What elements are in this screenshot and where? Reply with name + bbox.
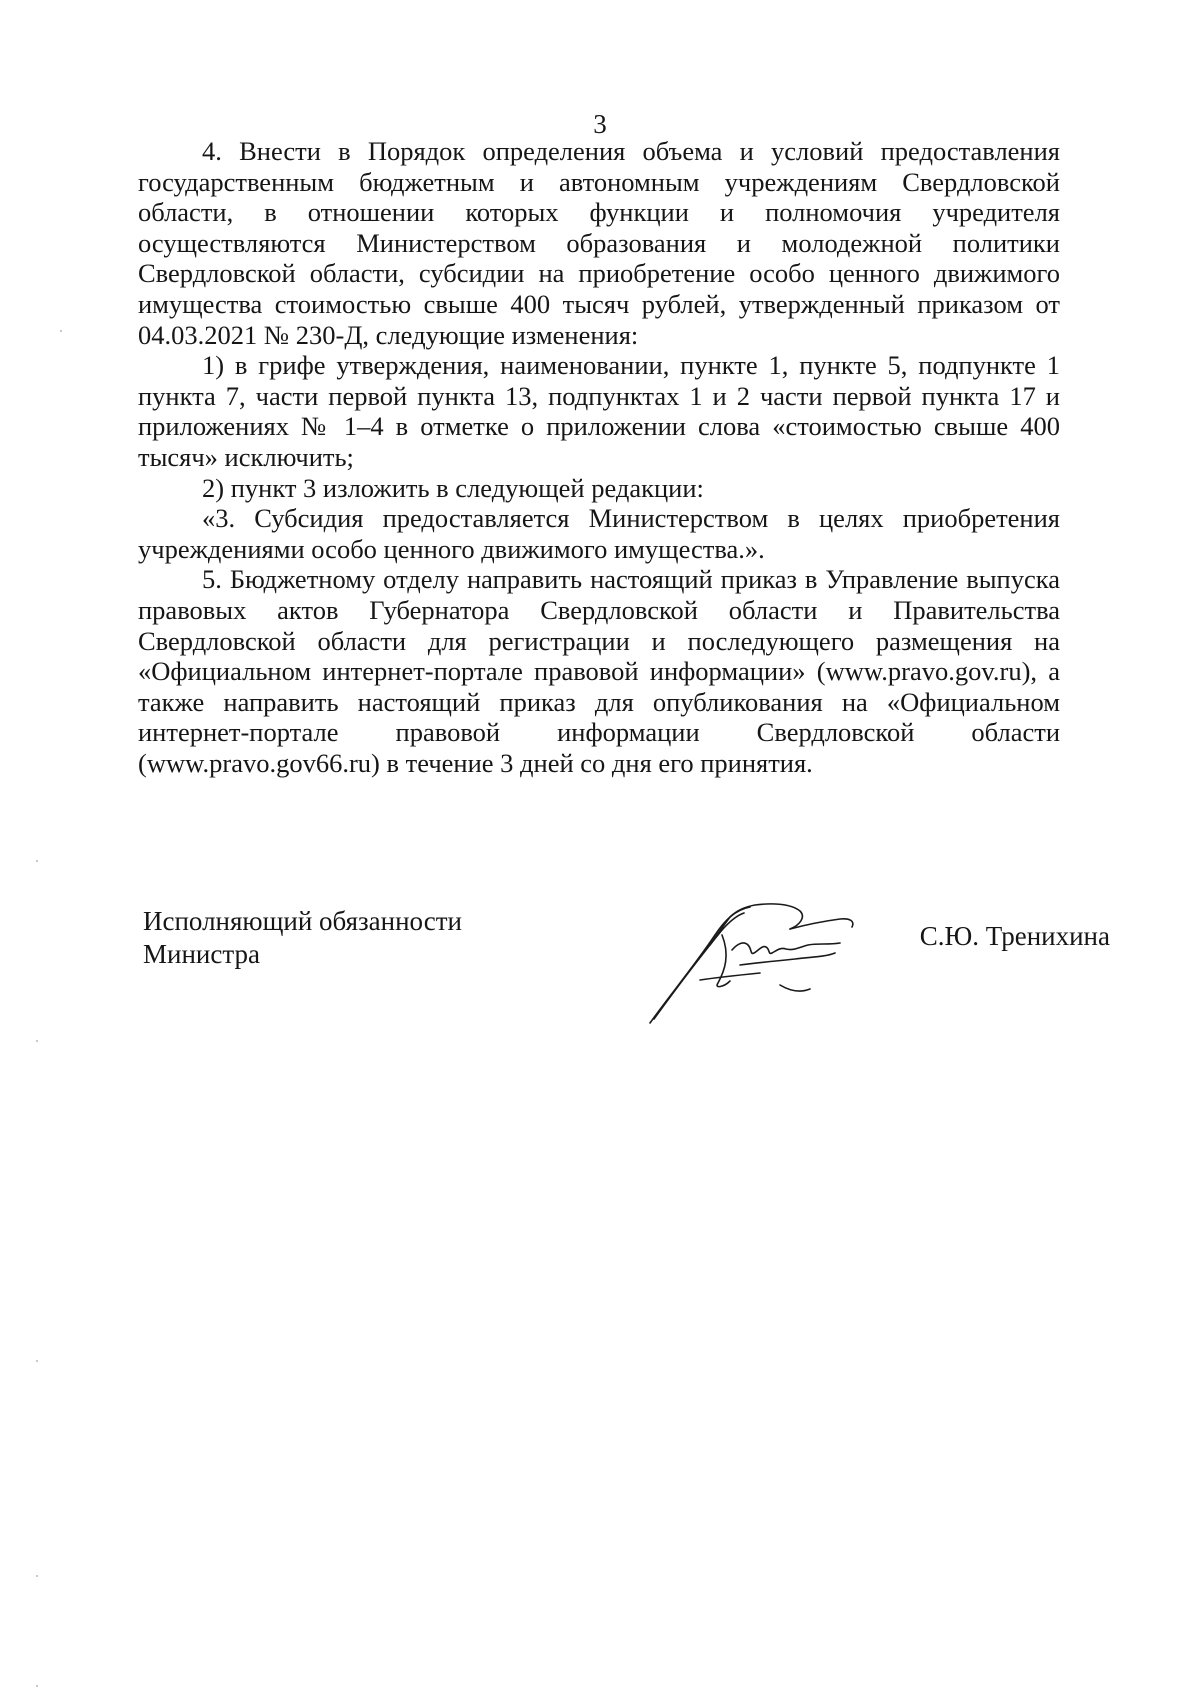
page-number: 3 (593, 109, 607, 139)
handwritten-signature (640, 895, 880, 1030)
signer-name: С.Ю. Тренихина (919, 921, 1110, 951)
signer-position-line-1: Исполняющий обязанности (143, 906, 462, 936)
signer-position (143, 905, 462, 971)
paragraph-item-5: 5. Бюджетному отделу направить настоящий приказ в Управление выпуска правовых актов Губернатора Свердловской области и Правительства Свердловской области для регистрации и последующего размещения на «Официальном интернет-портале правовой информации» (www.pravo.gov.ru), а также направить настоящий приказ для опубликования на «Официальном интернет-портале правовой информации Свердловской области (www.pravo.gov66.ru) в течение 3 дней со дня его принятия. (138, 564, 1060, 778)
paragraph-subitem-2: 2) пункт 3 изложить в следующей редакции: (202, 472, 704, 503)
scan-artifact (36, 1040, 38, 1042)
paragraph-subitem-1: 1) в грифе утверждения, наименовании, пункте 1, пункте 5, подпункте 1 пункта 7, части первой пункта 13, подпунктах 1 и 2 части первой пункта 17 и приложениях № 1–4 в отметке о приложении слова «стоимостью свыше 400 тысяч» исключить; (138, 350, 1060, 472)
scan-artifact (36, 1575, 38, 1577)
document-body (138, 136, 1060, 778)
scan-artifact (36, 860, 38, 862)
signer-position-line-2: Министра (143, 939, 260, 969)
scan-artifact (60, 330, 62, 332)
scan-artifact (36, 1360, 38, 1362)
paragraph-quoted-item-3: «3. Субсидия предоставляется Министерством в целях приобретения учреждениями особо ценного движимого имущества.». (138, 503, 1060, 564)
scan-artifact (36, 1685, 38, 1687)
paragraph-item-4: 4. Внести в Порядок определения объема и условий предоставления государственным бюджетным и автономным учреждениям Свердловской области, в отношении которых функции и полномочия учредителя осуществляются Министерством образования и молодежной политики Свердловской области, субсидии на приобретение особо ценного движимого имущества стоимостью свыше 400 тысяч рублей, утвержденный приказом от 04.03.2021 № 230-Д, следующие изменения: (138, 136, 1060, 350)
